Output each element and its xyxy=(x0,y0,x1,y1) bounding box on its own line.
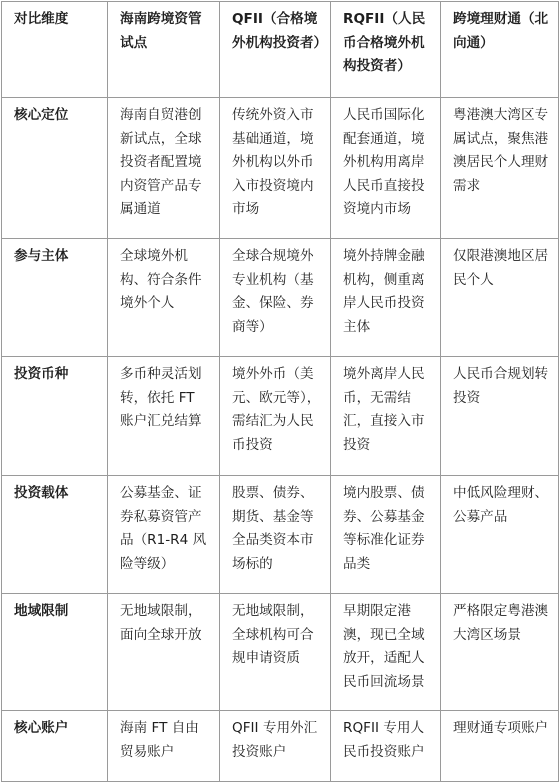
table-row xyxy=(2,476,559,594)
table-cell: 无地域限制，面向全球开放 xyxy=(108,594,220,711)
header-cell-wealth-connect: 跨境理财通（北向通） xyxy=(441,2,559,98)
table-cell: 股票、债券、期货、基金等全品类资本市场标的 xyxy=(220,476,331,594)
table-cell: 境外持牌金融机构，侧重离岸人民币投资主体 xyxy=(331,239,441,357)
comparison-table xyxy=(1,1,559,782)
table-cell: 早期限定港澳，现已全域放开，适配人民币回流场景 xyxy=(331,594,441,711)
table-cell: 理财通专项账户 xyxy=(441,711,559,782)
table-cell: 传统外资入市基础通道，境外机构以外币入市投资境内市场 xyxy=(220,98,331,239)
table-row xyxy=(2,239,559,357)
table-cell: 境外离岸人民币，无需结汇，直接入市投资 xyxy=(331,357,441,476)
row-label: 参与主体 xyxy=(2,239,108,357)
header-cell-hainan: 海南跨境资管试点 xyxy=(108,2,220,98)
table-cell: 境内股票、债券、公募基金等标准化证券品类 xyxy=(331,476,441,594)
table-cell: 人民币合规划转投资 xyxy=(441,357,559,476)
table-cell: 全球合规境外专业机构（基金、保险、券商等） xyxy=(220,239,331,357)
table-cell: 公募基金、证券私募资管产品（R1-R4 风险等级） xyxy=(108,476,220,594)
table-cell: 无地域限制，全球机构可合规申请资质 xyxy=(220,594,331,711)
table-row xyxy=(2,357,559,476)
header-row xyxy=(2,2,559,98)
table-cell: 海南自贸港创新试点，全球投资者配置境内资管产品专属通道 xyxy=(108,98,220,239)
row-label: 地域限制 xyxy=(2,594,108,711)
table-row xyxy=(2,98,559,239)
header-cell-qfii: QFII（合格境外机构投资者） xyxy=(220,2,331,98)
table-cell: 人民币国际化配套通道，境外机构用离岸人民币直接投资境内市场 xyxy=(331,98,441,239)
header-cell-dimension: 对比维度 xyxy=(2,2,108,98)
table-row xyxy=(2,711,559,782)
row-label: 投资载体 xyxy=(2,476,108,594)
table-cell: 仅限港澳地区居民个人 xyxy=(441,239,559,357)
table-cell: 全球境外机构、符合条件境外个人 xyxy=(108,239,220,357)
table-cell: QFII 专用外汇投资账户 xyxy=(220,711,331,782)
row-label: 投资币种 xyxy=(2,357,108,476)
header-cell-rqfii: RQFII（人民币合格境外机构投资者） xyxy=(331,2,441,98)
table-cell: 严格限定粤港澳大湾区场景 xyxy=(441,594,559,711)
table-cell: 多币种灵活划转，依托 FT 账户汇兑结算 xyxy=(108,357,220,476)
table-cell: 粤港澳大湾区专属试点，聚焦港澳居民个人理财需求 xyxy=(441,98,559,239)
row-label: 核心定位 xyxy=(2,98,108,239)
table-cell: RQFII 专用人民币投资账户 xyxy=(331,711,441,782)
table-cell: 境外外币（美元、欧元等），需结汇为人民币投资 xyxy=(220,357,331,476)
table-row xyxy=(2,594,559,711)
table-cell: 海南 FT 自由贸易账户 xyxy=(108,711,220,782)
table-cell: 中低风险理财、公募产品 xyxy=(441,476,559,594)
row-label: 核心账户 xyxy=(2,711,108,782)
